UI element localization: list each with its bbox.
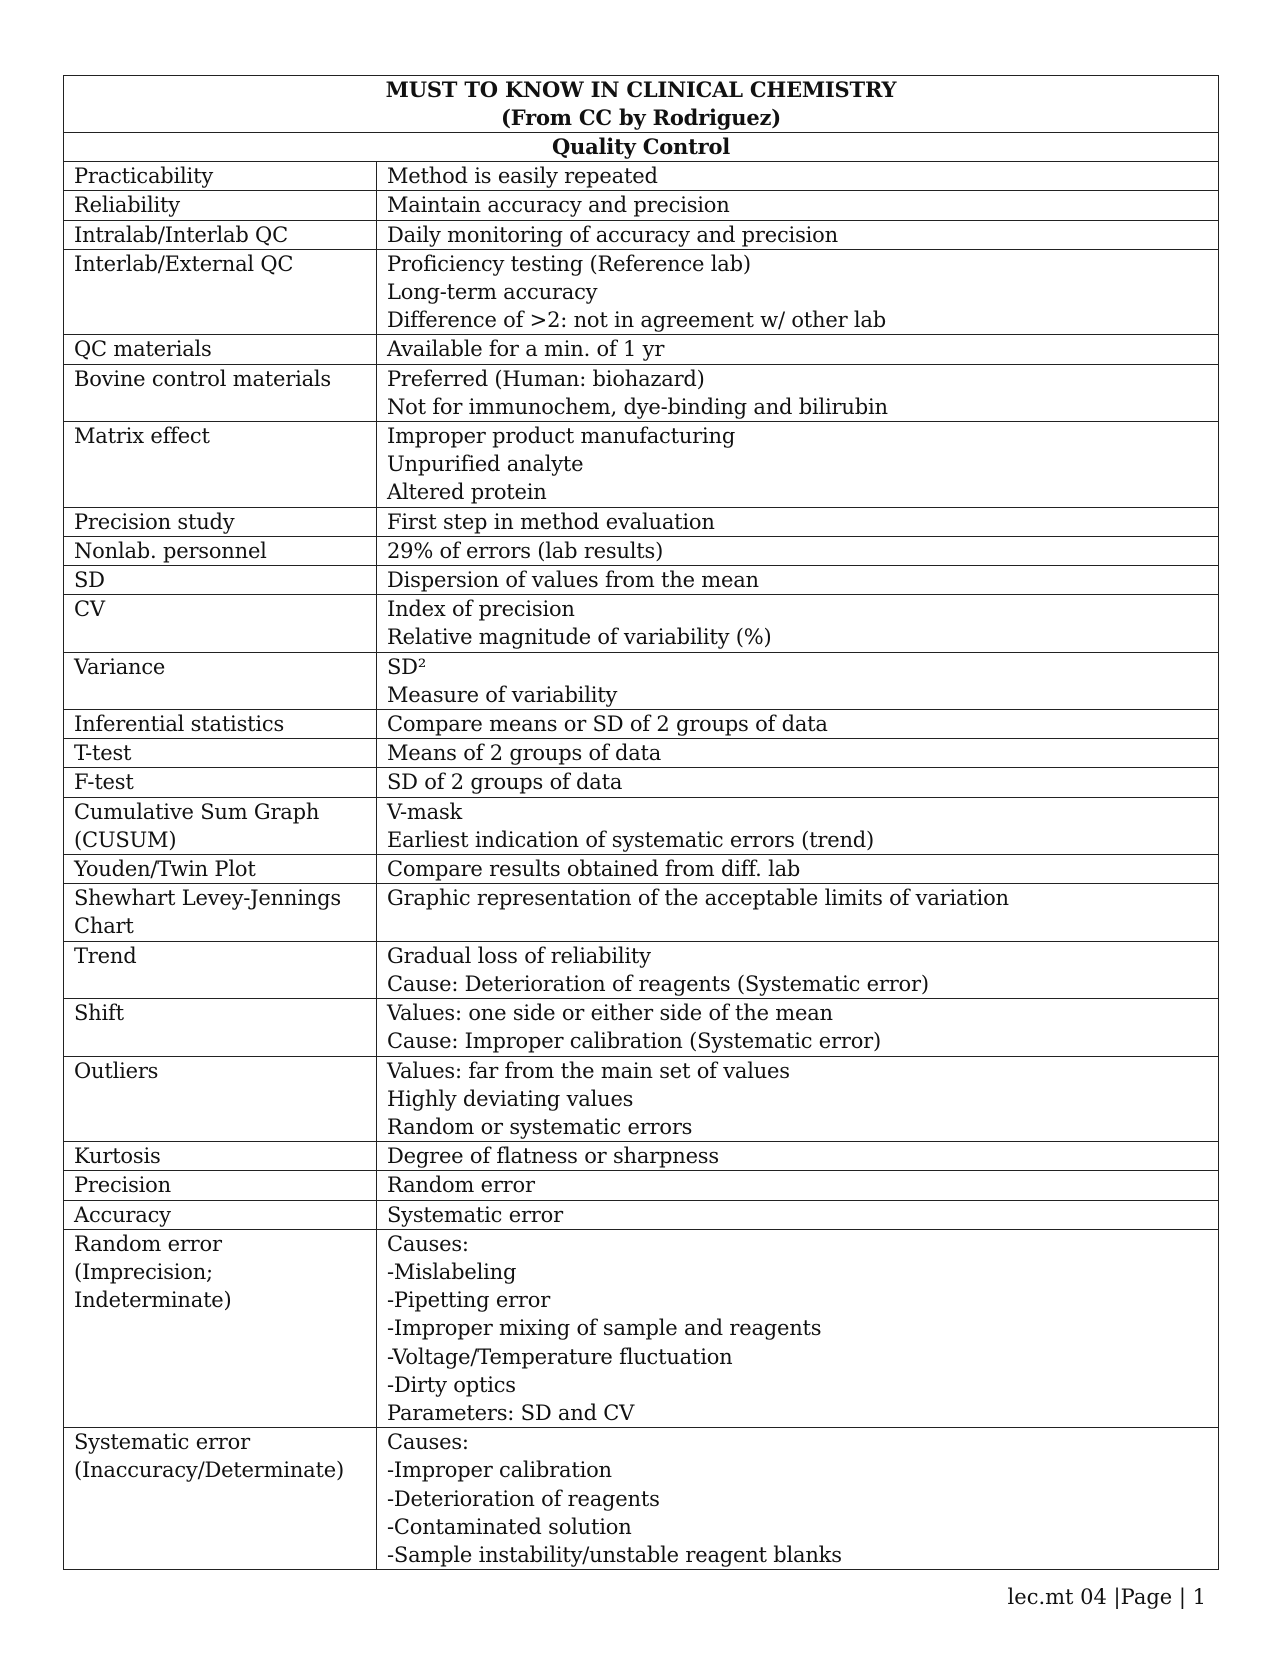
description-cell bbox=[377, 1200, 1219, 1229]
description-cell bbox=[377, 652, 1219, 709]
term-cell bbox=[64, 652, 377, 709]
title-line-2: (From CC by Rodriguez) bbox=[501, 105, 781, 130]
description-line: Highly deviating values bbox=[387, 1086, 634, 1111]
description-line: -Deterioration of reagents bbox=[387, 1486, 660, 1511]
description-line: -Mislabeling bbox=[387, 1259, 517, 1284]
description-line: Daily monitoring of accuracy and precision bbox=[387, 222, 838, 247]
term-cell bbox=[64, 1142, 377, 1171]
term-cell bbox=[64, 999, 377, 1056]
table-row bbox=[64, 797, 1219, 854]
term-cell bbox=[64, 1229, 377, 1427]
description-line: -Sample instability/unstable reagent blanks bbox=[387, 1542, 842, 1567]
description-cell bbox=[377, 768, 1219, 797]
term-line: Indeterminate) bbox=[74, 1288, 232, 1313]
description-cell bbox=[377, 1229, 1219, 1427]
term-cell bbox=[64, 335, 377, 364]
description-cell bbox=[377, 1142, 1219, 1171]
term-line: Inferential statistics bbox=[74, 712, 285, 737]
term-line: (Imprecision; bbox=[74, 1259, 213, 1284]
term-cell bbox=[64, 249, 377, 335]
term-cell bbox=[64, 220, 377, 249]
page-footer: lec.mt 04 |Page | 1 bbox=[1007, 1585, 1206, 1609]
description-line: Random or systematic errors bbox=[387, 1114, 693, 1139]
description-line: Causes: bbox=[387, 1430, 469, 1455]
description-line: SD² bbox=[387, 654, 427, 679]
description-line: Improper product manufacturing bbox=[387, 424, 736, 449]
description-line: Random error bbox=[387, 1173, 535, 1198]
term-line: Cumulative Sum Graph bbox=[74, 799, 320, 824]
description-line: -Improper calibration bbox=[387, 1458, 612, 1483]
description-line: -Dirty optics bbox=[387, 1372, 516, 1397]
title-line-1: MUST TO KNOW IN CLINICAL CHEMISTRY bbox=[385, 77, 897, 102]
term-cell bbox=[64, 768, 377, 797]
description-cell bbox=[377, 364, 1219, 421]
term-line: Matrix effect bbox=[74, 424, 210, 449]
quality-control-table bbox=[63, 75, 1219, 1570]
description-line: Available for a min. of 1 yr bbox=[387, 337, 665, 362]
section-row bbox=[64, 133, 1219, 162]
table-row bbox=[64, 1428, 1219, 1570]
description-cell bbox=[377, 855, 1219, 884]
table-row bbox=[64, 739, 1219, 768]
term-line: (Inaccuracy/Determinate) bbox=[74, 1458, 344, 1483]
term-line: Youden/Twin Plot bbox=[74, 857, 256, 882]
title-row bbox=[64, 76, 1219, 133]
term-line: Reliability bbox=[74, 193, 180, 218]
table-row bbox=[64, 884, 1219, 941]
table-row bbox=[64, 191, 1219, 220]
description-line: Difference of >2: not in agreement w/ other lab bbox=[387, 308, 886, 333]
table-row bbox=[64, 1056, 1219, 1142]
table-row bbox=[64, 364, 1219, 421]
description-line: Values: one side or either side of the mean bbox=[387, 1001, 833, 1026]
description-line: Relative magnitude of variability (%) bbox=[387, 625, 772, 650]
term-line: Outliers bbox=[74, 1058, 159, 1083]
term-line: T-test bbox=[74, 741, 132, 766]
term-cell bbox=[64, 1200, 377, 1229]
term-line: Kurtosis bbox=[74, 1144, 161, 1169]
description-line: Causes: bbox=[387, 1231, 469, 1256]
description-cell bbox=[377, 220, 1219, 249]
term-line: QC materials bbox=[74, 337, 212, 362]
term-line: Precision study bbox=[74, 509, 235, 534]
table-row bbox=[64, 595, 1219, 652]
term-cell bbox=[64, 739, 377, 768]
description-line: Compare results obtained from diff. lab bbox=[387, 857, 801, 882]
description-cell bbox=[377, 249, 1219, 335]
table-row bbox=[64, 249, 1219, 335]
term-line: Nonlab. personnel bbox=[74, 538, 267, 563]
term-line: Intralab/Interlab QC bbox=[74, 222, 288, 247]
table-row bbox=[64, 1142, 1219, 1171]
description-cell bbox=[377, 422, 1219, 508]
term-cell bbox=[64, 884, 377, 941]
description-line: SD of 2 groups of data bbox=[387, 770, 623, 795]
description-line: -Pipetting error bbox=[387, 1288, 551, 1313]
description-line: V-mask bbox=[387, 799, 463, 824]
term-line: CV bbox=[74, 597, 105, 622]
table-row bbox=[64, 999, 1219, 1056]
description-line: Method is easily repeated bbox=[387, 164, 658, 189]
term-line: (CUSUM) bbox=[74, 827, 177, 852]
term-line: Shewhart Levey-Jennings bbox=[74, 886, 341, 911]
description-line: Means of 2 groups of data bbox=[387, 741, 662, 766]
table-row bbox=[64, 335, 1219, 364]
description-line: Altered protein bbox=[387, 480, 547, 505]
term-cell bbox=[64, 422, 377, 508]
term-cell bbox=[64, 507, 377, 536]
description-line: Gradual loss of reliability bbox=[387, 943, 651, 968]
table-row bbox=[64, 855, 1219, 884]
term-line: Shift bbox=[74, 1001, 124, 1026]
description-cell bbox=[377, 797, 1219, 854]
description-cell bbox=[377, 1056, 1219, 1142]
description-line: Degree of flatness or sharpness bbox=[387, 1144, 719, 1169]
description-line: -Improper mixing of sample and reagents bbox=[387, 1316, 822, 1341]
description-line: -Contaminated solution bbox=[387, 1514, 632, 1539]
term-cell bbox=[64, 797, 377, 854]
description-line: Parameters: SD and CV bbox=[387, 1400, 635, 1425]
table-row bbox=[64, 941, 1219, 998]
table-row bbox=[64, 768, 1219, 797]
table-row bbox=[64, 1200, 1219, 1229]
description-line: Dispersion of values from the mean bbox=[387, 568, 759, 593]
term-line: Practicability bbox=[74, 164, 213, 189]
section-heading: Quality Control bbox=[64, 133, 1219, 162]
description-line: 29% of errors (lab results) bbox=[387, 538, 664, 563]
table-row bbox=[64, 422, 1219, 508]
table-row bbox=[64, 710, 1219, 739]
description-cell bbox=[377, 710, 1219, 739]
term-line: Chart bbox=[74, 914, 134, 939]
term-cell bbox=[64, 710, 377, 739]
term-line: Precision bbox=[74, 1173, 171, 1198]
description-line: Graphic representation of the acceptable limits of variation bbox=[387, 886, 1009, 911]
table-row bbox=[64, 566, 1219, 595]
table-row bbox=[64, 652, 1219, 709]
description-cell bbox=[377, 1428, 1219, 1570]
table-body bbox=[64, 162, 1219, 1570]
description-cell bbox=[377, 1171, 1219, 1200]
description-line: -Voltage/Temperature fluctuation bbox=[387, 1344, 733, 1369]
term-line: Variance bbox=[74, 654, 166, 679]
description-cell bbox=[377, 335, 1219, 364]
term-line: Bovine control materials bbox=[74, 366, 331, 391]
description-cell bbox=[377, 941, 1219, 998]
description-line: Systematic error bbox=[387, 1202, 563, 1227]
term-line: Random error bbox=[74, 1231, 222, 1256]
term-cell bbox=[64, 566, 377, 595]
term-cell bbox=[64, 536, 377, 565]
table-row bbox=[64, 1171, 1219, 1200]
description-line: Long-term accuracy bbox=[387, 280, 598, 305]
description-line: Cause: Deterioration of reagents (Systematic error) bbox=[387, 971, 929, 996]
description-cell bbox=[377, 507, 1219, 536]
term-line: F-test bbox=[74, 770, 134, 795]
description-cell bbox=[377, 162, 1219, 191]
term-cell bbox=[64, 1171, 377, 1200]
term-cell bbox=[64, 941, 377, 998]
table-row bbox=[64, 162, 1219, 191]
table-row bbox=[64, 507, 1219, 536]
document-title bbox=[64, 76, 1219, 133]
description-line: Values: far from the main set of values bbox=[387, 1058, 790, 1083]
table-row bbox=[64, 220, 1219, 249]
description-line: Unpurified analyte bbox=[387, 452, 584, 477]
term-cell bbox=[64, 162, 377, 191]
description-line: First step in method evaluation bbox=[387, 509, 715, 534]
description-cell bbox=[377, 739, 1219, 768]
description-cell bbox=[377, 191, 1219, 220]
description-line: Not for immunochem, dye-binding and bilirubin bbox=[387, 394, 888, 419]
description-line: Compare means or SD of 2 groups of data bbox=[387, 712, 828, 737]
table-row bbox=[64, 536, 1219, 565]
term-cell bbox=[64, 1056, 377, 1142]
description-line: Earliest indication of systematic errors (trend) bbox=[387, 827, 875, 852]
description-line: Proficiency testing (Reference lab) bbox=[387, 251, 751, 276]
term-cell bbox=[64, 595, 377, 652]
term-cell bbox=[64, 364, 377, 421]
term-line: Accuracy bbox=[74, 1202, 171, 1227]
description-line: Measure of variability bbox=[387, 682, 618, 707]
term-line: Trend bbox=[74, 943, 137, 968]
description-cell bbox=[377, 999, 1219, 1056]
term-cell bbox=[64, 191, 377, 220]
description-cell bbox=[377, 566, 1219, 595]
term-line: SD bbox=[74, 568, 105, 593]
description-cell bbox=[377, 536, 1219, 565]
description-line: Preferred (Human: biohazard) bbox=[387, 366, 705, 391]
description-line: Cause: Improper calibration (Systematic error) bbox=[387, 1029, 881, 1054]
term-line: Interlab/External QC bbox=[74, 251, 294, 276]
term-cell bbox=[64, 855, 377, 884]
description-line: Maintain accuracy and precision bbox=[387, 193, 730, 218]
term-line: Systematic error bbox=[74, 1430, 250, 1455]
description-cell bbox=[377, 884, 1219, 941]
term-cell bbox=[64, 1428, 377, 1570]
table-row bbox=[64, 1229, 1219, 1427]
description-cell bbox=[377, 595, 1219, 652]
description-line: Index of precision bbox=[387, 597, 575, 622]
